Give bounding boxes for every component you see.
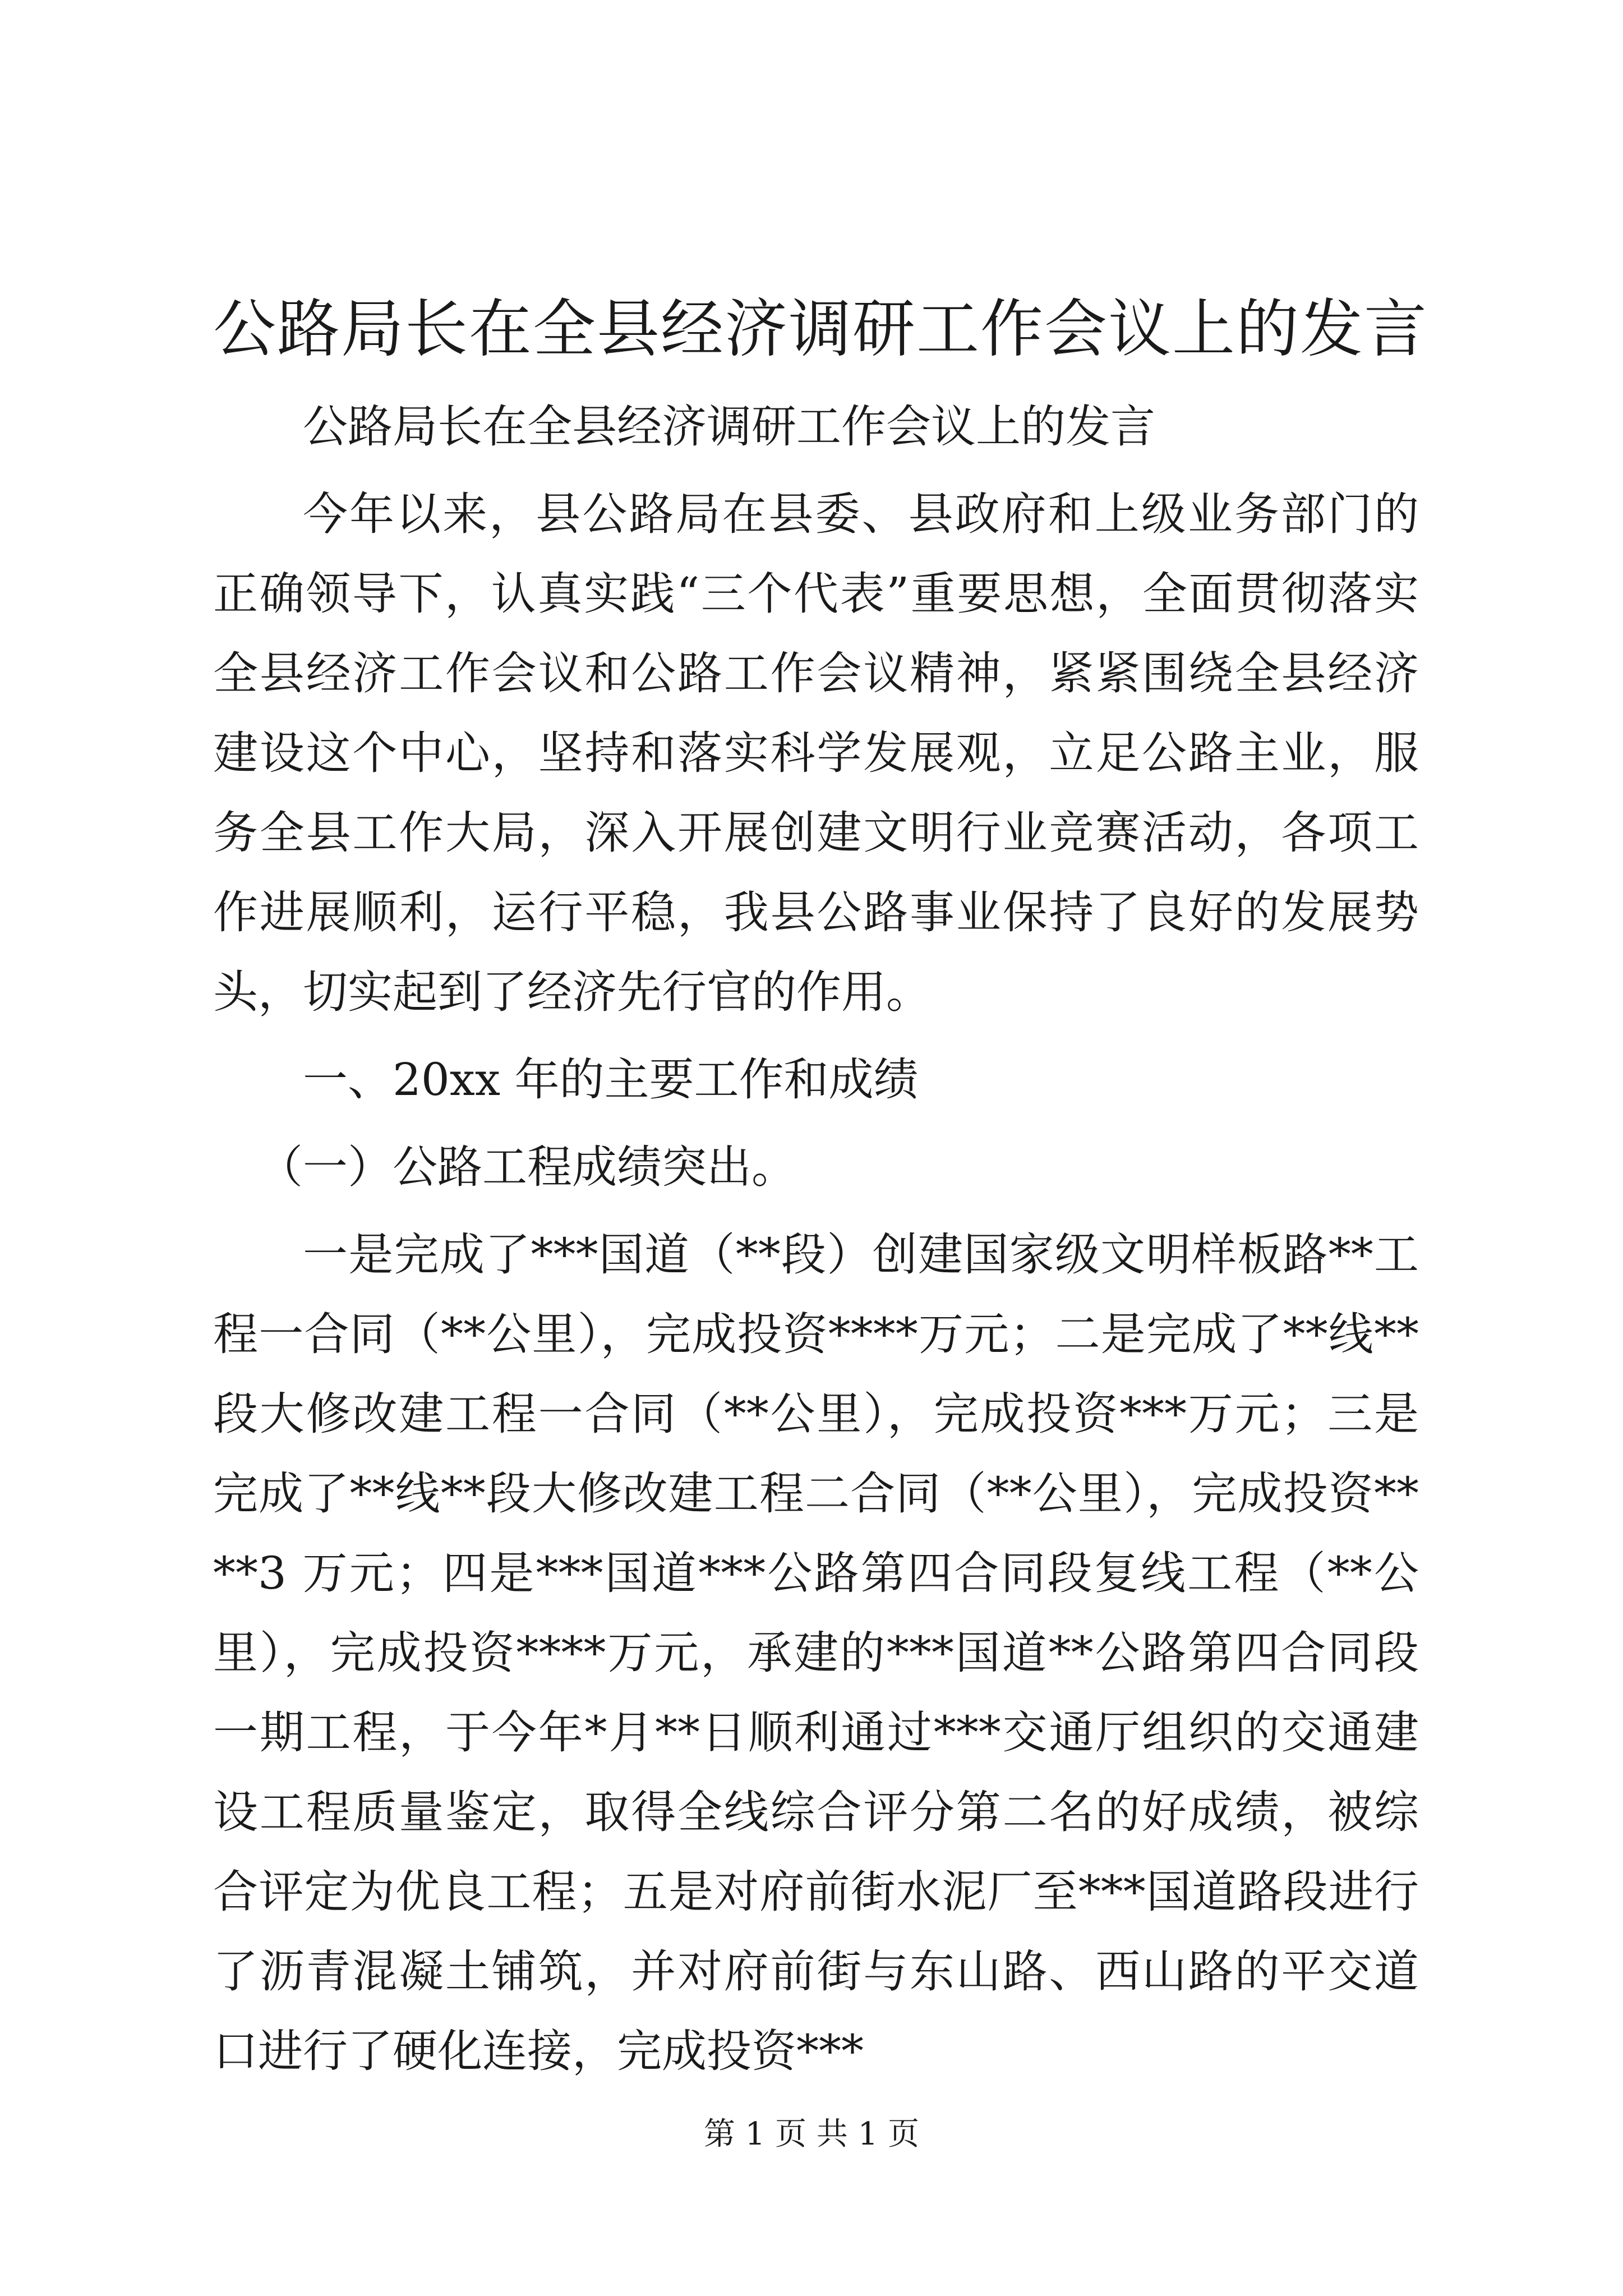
section-heading: 一、20xx 年的主要工作和成绩 [303,1053,919,1106]
document-title: 公路局长在全县经济调研工作会议上的发言 [213,293,1428,366]
section-paragraph: 一是完成了***国道（**段）创建国家级文明样板路**工程一合同（**公里），完成投资****万元；二是完成了**线**段大修改建工程一合同（**公里），完成投资***万元；三是完成了**线**段大修改建工程二合同（**公里），完成投资****3 万元；四是***国道***公路第四合同段复线工程（**公里），完成投资****万元，承建的***国道**公路第四合同段一期工程，于今年*月**日顺利通过***交通厅组织的交通建设工程质量鉴定，取得全线综合评分第二名的好成绩，被综合评定为优良工程；五是对府前街水泥厂至***国道路段进行了沥青混凝土铺筑，并对府前街与东山路、西山路的平交道口进行了硬化连接，完成投资*** [213,1228,1419,2077]
subsection-heading: （一）公路工程成绩突出。 [258,1141,796,1193]
document-body [213,348,1419,2091]
intro-paragraph: 今年以来，县公路局在县委、县政府和上级业务部门的正确领导下，认真实践“三个代表”重要思想，全面贯彻落实全县经济工作会议和公路工作会议精神，紧紧围绕全县经济建设这个中心，坚持和落实科学发展观，立足公路主业，服务全县工作大局，深入开展创建文明行业竞赛活动，各项工作进展顺利，运行平稳，我县公路事业保持了良好的发展势头，切实起到了经济先行官的作用。 [213,488,1419,1018]
page-number-footer: 第 1 页 共 1 页 [703,2116,920,2152]
document-subtitle: 公路局长在全县经济调研工作会议上的发言 [303,401,1155,453]
